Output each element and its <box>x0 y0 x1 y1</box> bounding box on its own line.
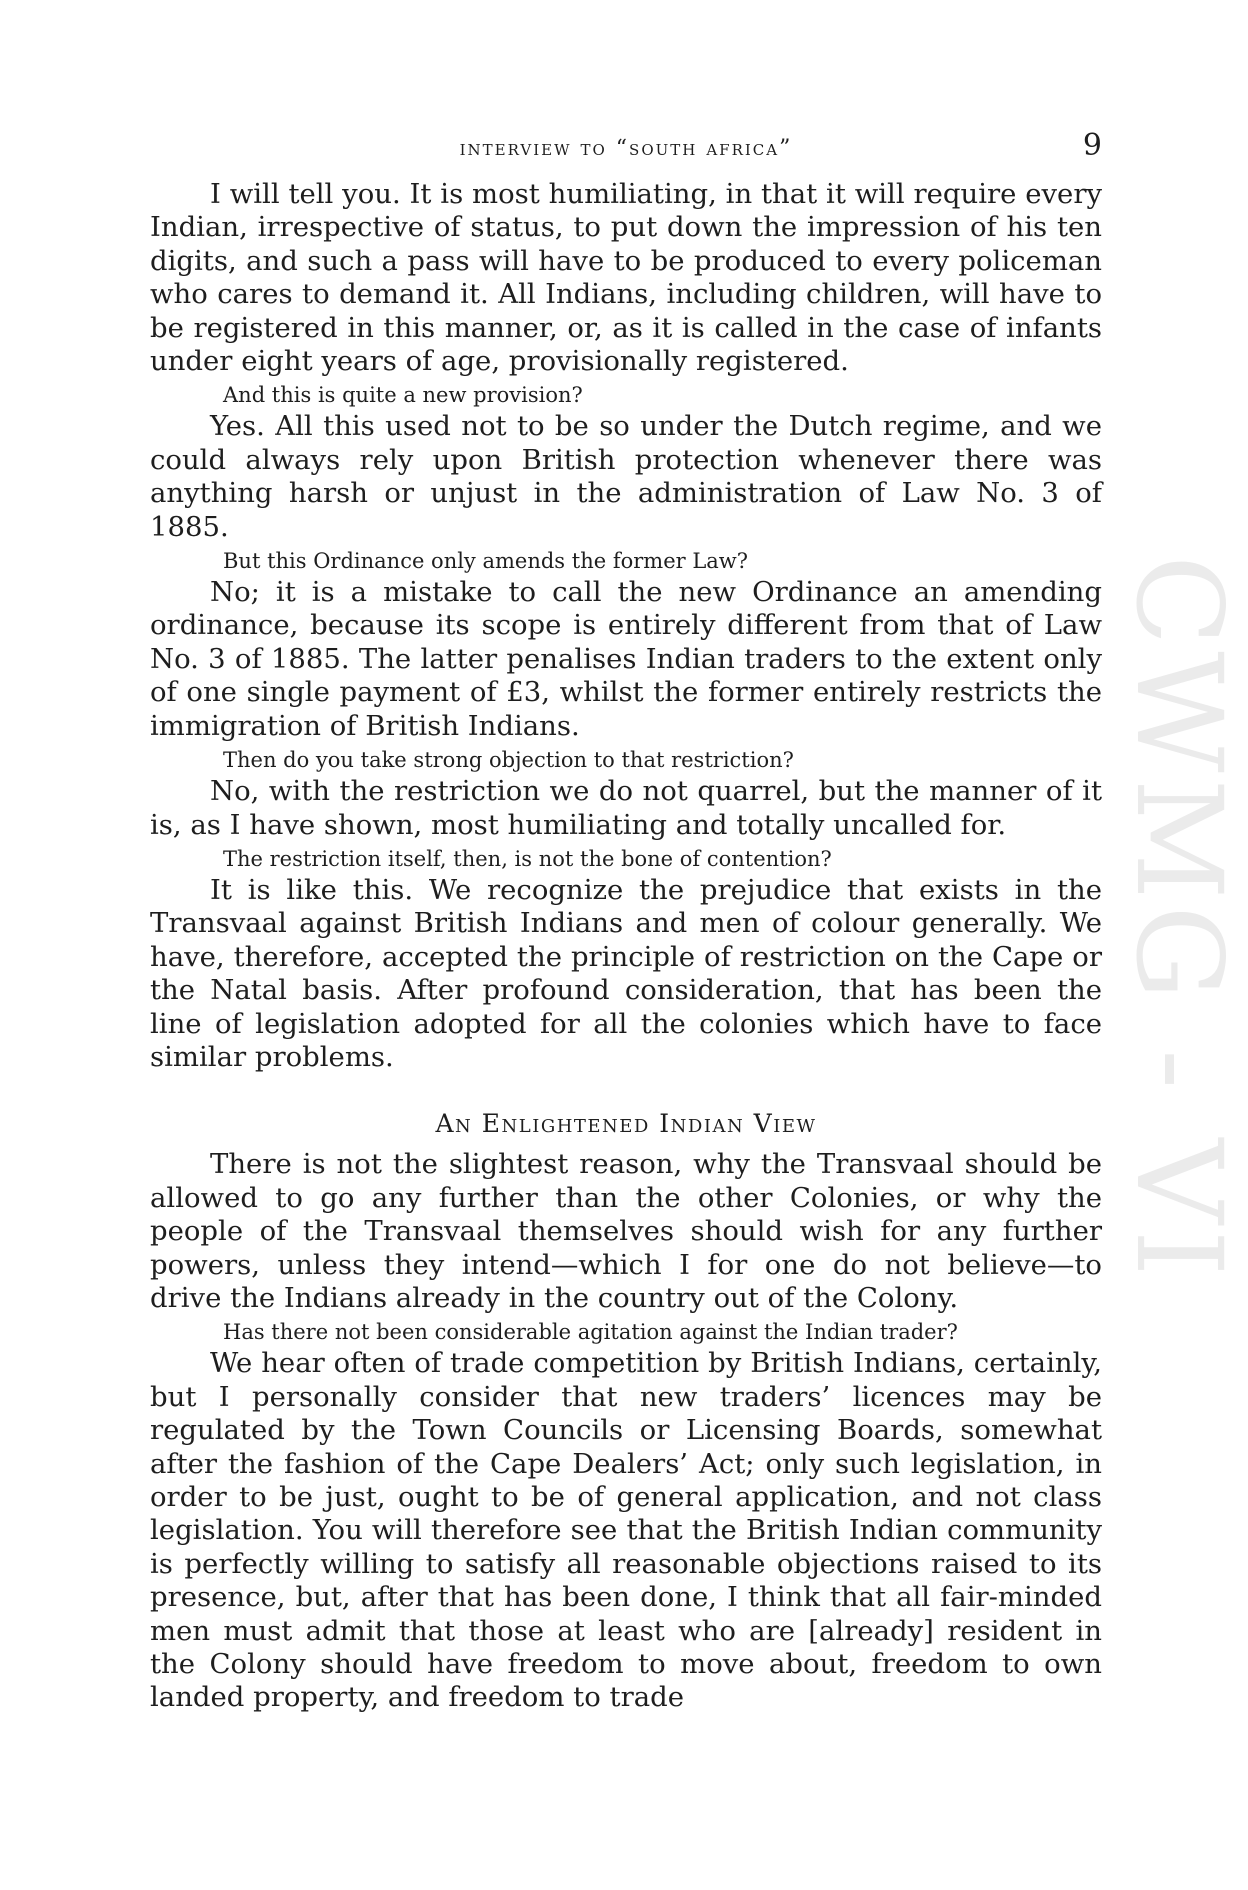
answer-paragraph: It is like this. We recognize the prejudice that exists in the Transvaal against British Indians and men of colour generally. We have, therefore, accepted the principle of restriction on the Cape or the Natal basis. After profound consideration, that has been the line of legislation adopted for all the colonies which have to face similar problems. <box>150 873 1102 1073</box>
watermark <box>1110 555 1248 1355</box>
answer-paragraph: We hear often of trade competition by British Indians, certainly, but I personally consider that new traders’ licences may be regulated by the Town Councils or Licensing Boards, somewhat after the fashion of the Cape Dealers’ Act; only such legislation, in order to be just, ought to be of general application, and not class legislation. You will therefore see that the British Indian community is perfectly willing to satisfy all reasonable objections raised to its presence, but, after that has been done, I think that all fair-minded men must admit that those at least who are [already] resident in the Colony should have freedom to move about, freedom to own landed property, and freedom to trade <box>150 1347 1102 1714</box>
interviewer-question: Has there not been considerable agitation against the Indian trader? <box>223 1320 958 1345</box>
interviewer-question: But this Ordinance only amends the former Law? <box>223 549 749 574</box>
section-heading: An Enlightened Indian View <box>435 1109 817 1139</box>
interviewer-question: And this is quite a new provision? <box>223 383 583 408</box>
page-number: 9 <box>1082 128 1102 163</box>
answer-paragraph: No, with the restriction we do not quarrel, but the manner of it is, as I have shown, most humiliating and totally uncalled for. <box>150 775 1102 841</box>
page-body <box>150 178 1102 1715</box>
running-head <box>150 128 1102 168</box>
answer-paragraph: There is not the slightest reason, why the Transvaal should be allowed to go any further than the other Colonies, or why the people of the Transvaal themselves should wish for any further powers, unless they intend—which I for one do not believe—to drive the Indians already in the country out of the Colony. <box>150 1148 1102 1314</box>
watermark-text: CWMG - VI <box>1110 555 1248 1283</box>
book-page <box>150 0 1102 1890</box>
answer-paragraph: No; it is a mistake to call the new Ordinance an amending ordinance, because its scope is entirely different from that of Law No. 3 of 1885. The latter penalises Indian traders to the extent only of one single payment of £3, whilst the former entirely restricts the immigration of British Indians. <box>150 576 1102 742</box>
answer-paragraph: Yes. All this used not to be so under the Dutch regime, and we could always rely upon British protection whenever there was anything harsh or unjust in the administration of Law No. 3 of 1885. <box>150 410 1102 543</box>
running-title: interview to “south africa” <box>459 136 793 161</box>
answer-paragraph: I will tell you. It is most humiliating, in that it will require every Indian, irrespective of status, to put down the impression of his ten digits, and such a pass will have to be produced to every policeman who cares to demand it. All Indians, including children, will have to be registered in this manner, or, as it is called in the case of infants under eight years of age, provisionally registered. <box>150 178 1102 378</box>
interviewer-question: The restriction itself, then, is not the bone of contention? <box>223 846 832 871</box>
interviewer-question: Then do you take strong objection to that restriction? <box>223 748 794 773</box>
